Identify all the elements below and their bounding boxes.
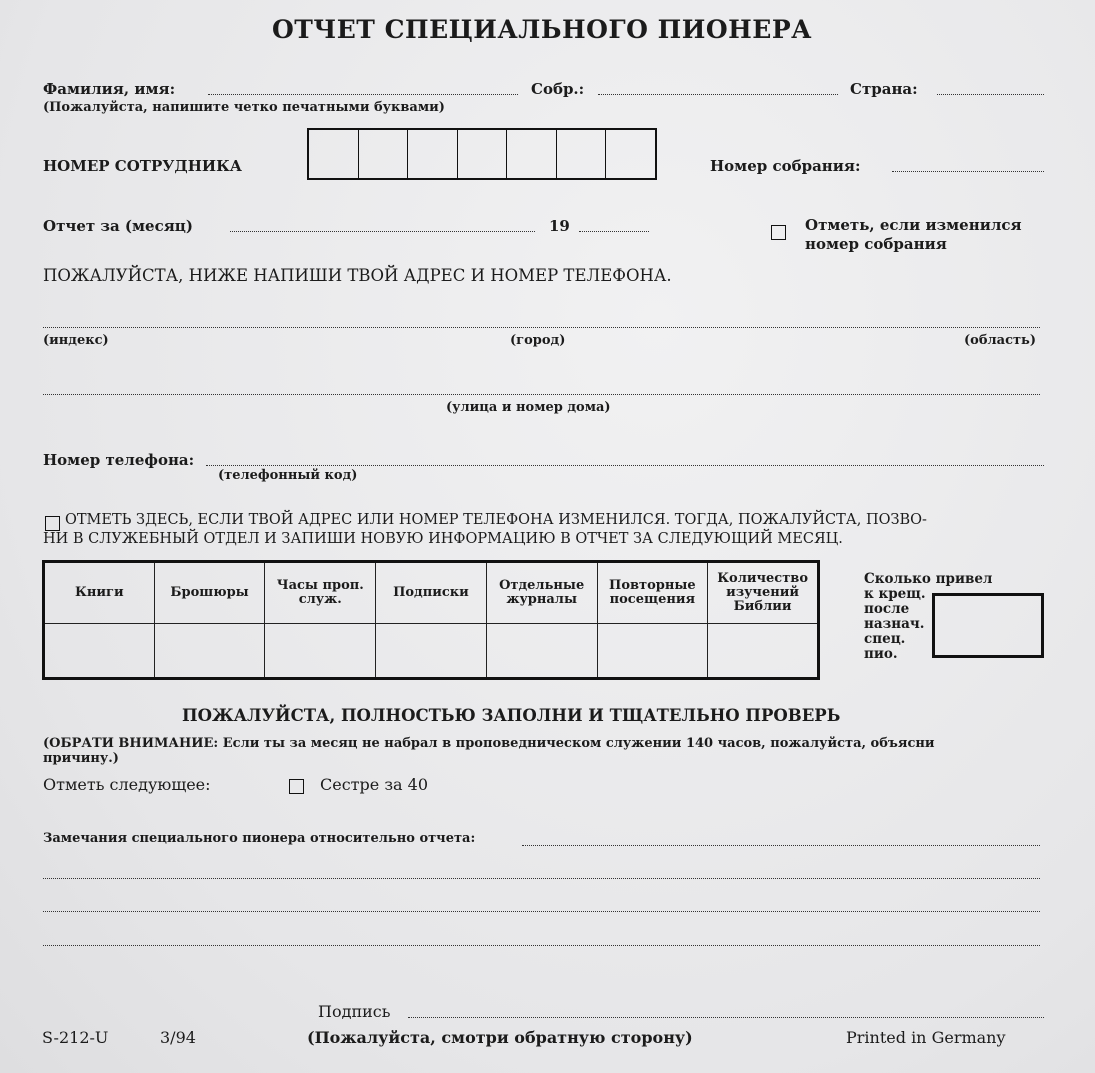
magazines-cell[interactable]: [486, 624, 597, 679]
region-label: (область): [964, 333, 1037, 348]
phone-code-label: (телефонный код): [218, 468, 358, 483]
congregation-field[interactable]: [598, 94, 838, 95]
form-title: ОТЧЕТ СПЕЦИАЛЬНОГО ПИОНЕРА: [272, 15, 812, 44]
header-magazines: Отдельные журналы: [486, 562, 597, 624]
baptized-count-box[interactable]: [932, 593, 1044, 658]
bible-studies-cell[interactable]: [708, 624, 819, 679]
remarks-line[interactable]: [43, 945, 1040, 946]
congregation-label: Собр.:: [531, 80, 585, 98]
address-changed-checkbox[interactable]: [45, 516, 60, 531]
address-instruction: ПОЖАЛУЙСТА, НИЖЕ НАПИШИ ТВОЙ АДРЕС И НОМЕР ТЕЛЕФОНА.: [43, 266, 672, 285]
name-label: Фамилия, имя:: [43, 80, 176, 98]
employee-number-digit[interactable]: [359, 130, 409, 178]
city-label: (город): [510, 333, 566, 348]
street-label: (улица и номер дома): [446, 400, 611, 415]
baptized-label-line: пио.: [864, 646, 898, 662]
hours-note: (ОБРАТИ ВНИМАНИЕ: Если ты за месяц не набрал в проповедническом служении 140 часов, пожалуйста, объясни: [43, 736, 935, 751]
brochures-cell[interactable]: [154, 624, 265, 679]
complete-instruction: ПОЖАЛУЙСТА, ПОЛНОСТЬЮ ЗАПОЛНИ И ТЩАТЕЛЬНО ПРОВЕРЬ: [182, 706, 841, 725]
table-header-row: [44, 562, 819, 624]
year-field[interactable]: [579, 231, 649, 232]
employee-number-digit[interactable]: [408, 130, 458, 178]
report-month-label: Отчет за (месяц): [43, 217, 193, 235]
signature-label: Подпись: [318, 1002, 391, 1021]
hours-note-line2: причину.): [43, 751, 119, 766]
form-code: S-212-U: [42, 1028, 109, 1047]
header-brochures: Брошюры: [154, 562, 265, 624]
remarks-line[interactable]: [43, 911, 1040, 912]
congregation-changed-label-line2: номер собрания: [805, 235, 947, 253]
sister-40-checkbox[interactable]: [289, 779, 304, 794]
baptized-label-line: назнач.: [864, 616, 925, 632]
header-bible-studies: Количество изучений Библии: [708, 562, 819, 624]
baptized-label-line: после: [864, 601, 910, 617]
remarks-line[interactable]: [43, 878, 1040, 879]
employee-number-label: НОМЕР СОТРУДНИКА: [43, 157, 242, 175]
year-prefix: 19: [549, 217, 570, 235]
remarks-label: Замечания специального пионера относительно отчета:: [43, 831, 476, 846]
congregation-number-label: Номер собрания:: [710, 157, 861, 175]
remarks-field[interactable]: [522, 845, 1040, 846]
country-label: Страна:: [850, 80, 918, 98]
activity-table: [42, 560, 820, 680]
congregation-changed-label: Отметь, если изменился: [805, 216, 1022, 234]
address-changed-label-line2: НИ В СЛУЖЕБНЫЙ ОТДЕЛ И ЗАПИШИ НОВУЮ ИНФОРМАЦИЮ В ОТЧЕТ ЗА СЛЕДУЮЩИЙ МЕСЯЦ.: [43, 531, 843, 547]
employee-number-digit[interactable]: [458, 130, 508, 178]
baptized-label-line: Сколько привел: [864, 571, 993, 587]
employee-number-digit[interactable]: [606, 130, 655, 178]
sister-40-label: Сестре за 40: [320, 775, 429, 794]
street-field[interactable]: [43, 394, 1040, 395]
header-subscriptions: Подписки: [376, 562, 487, 624]
signature-field[interactable]: [408, 1017, 1044, 1018]
employee-number-digit[interactable]: [507, 130, 557, 178]
see-reverse-note: (Пожалуйста, смотри обратную сторону): [307, 1028, 693, 1047]
form-date: 3/94: [160, 1028, 196, 1047]
return-visits-cell[interactable]: [597, 624, 708, 679]
mark-following-label: Отметь следующее:: [43, 775, 211, 794]
report-month-field[interactable]: [230, 231, 535, 232]
congregation-number-field[interactable]: [892, 171, 1044, 172]
books-cell[interactable]: [44, 624, 155, 679]
name-hint: (Пожалуйста, напишите четко печатными буквами): [43, 100, 445, 115]
header-return-visits: Повторные посещения: [597, 562, 708, 624]
country-field[interactable]: [937, 94, 1044, 95]
postal-city-region-field[interactable]: [43, 327, 1040, 328]
header-hours: Часы проп. служ.: [265, 562, 376, 624]
hours-cell[interactable]: [265, 624, 376, 679]
subscriptions-cell[interactable]: [376, 624, 487, 679]
employee-number-boxes[interactable]: [307, 128, 657, 180]
header-books: Книги: [44, 562, 155, 624]
address-changed-label: ОТМЕТЬ ЗДЕСЬ, ЕСЛИ ТВОЙ АДРЕС ИЛИ НОМЕР ТЕЛЕФОНА ИЗМЕНИЛСЯ. ТОГДА, ПОЖАЛУЙСТА, ПОЗВО-: [65, 512, 927, 528]
employee-number-digit[interactable]: [309, 130, 359, 178]
printed-in: Printed in Germany: [846, 1028, 1006, 1047]
name-field[interactable]: [208, 94, 518, 95]
baptized-label-line: к крещ.: [864, 586, 926, 602]
baptized-label-line: спец.: [864, 631, 906, 647]
phone-field[interactable]: [206, 465, 1044, 466]
postal-code-label: (индекс): [43, 333, 109, 348]
table-row: [44, 624, 819, 679]
congregation-changed-checkbox[interactable]: [771, 225, 786, 240]
employee-number-digit[interactable]: [557, 130, 607, 178]
phone-label: Номер телефона:: [43, 451, 195, 469]
